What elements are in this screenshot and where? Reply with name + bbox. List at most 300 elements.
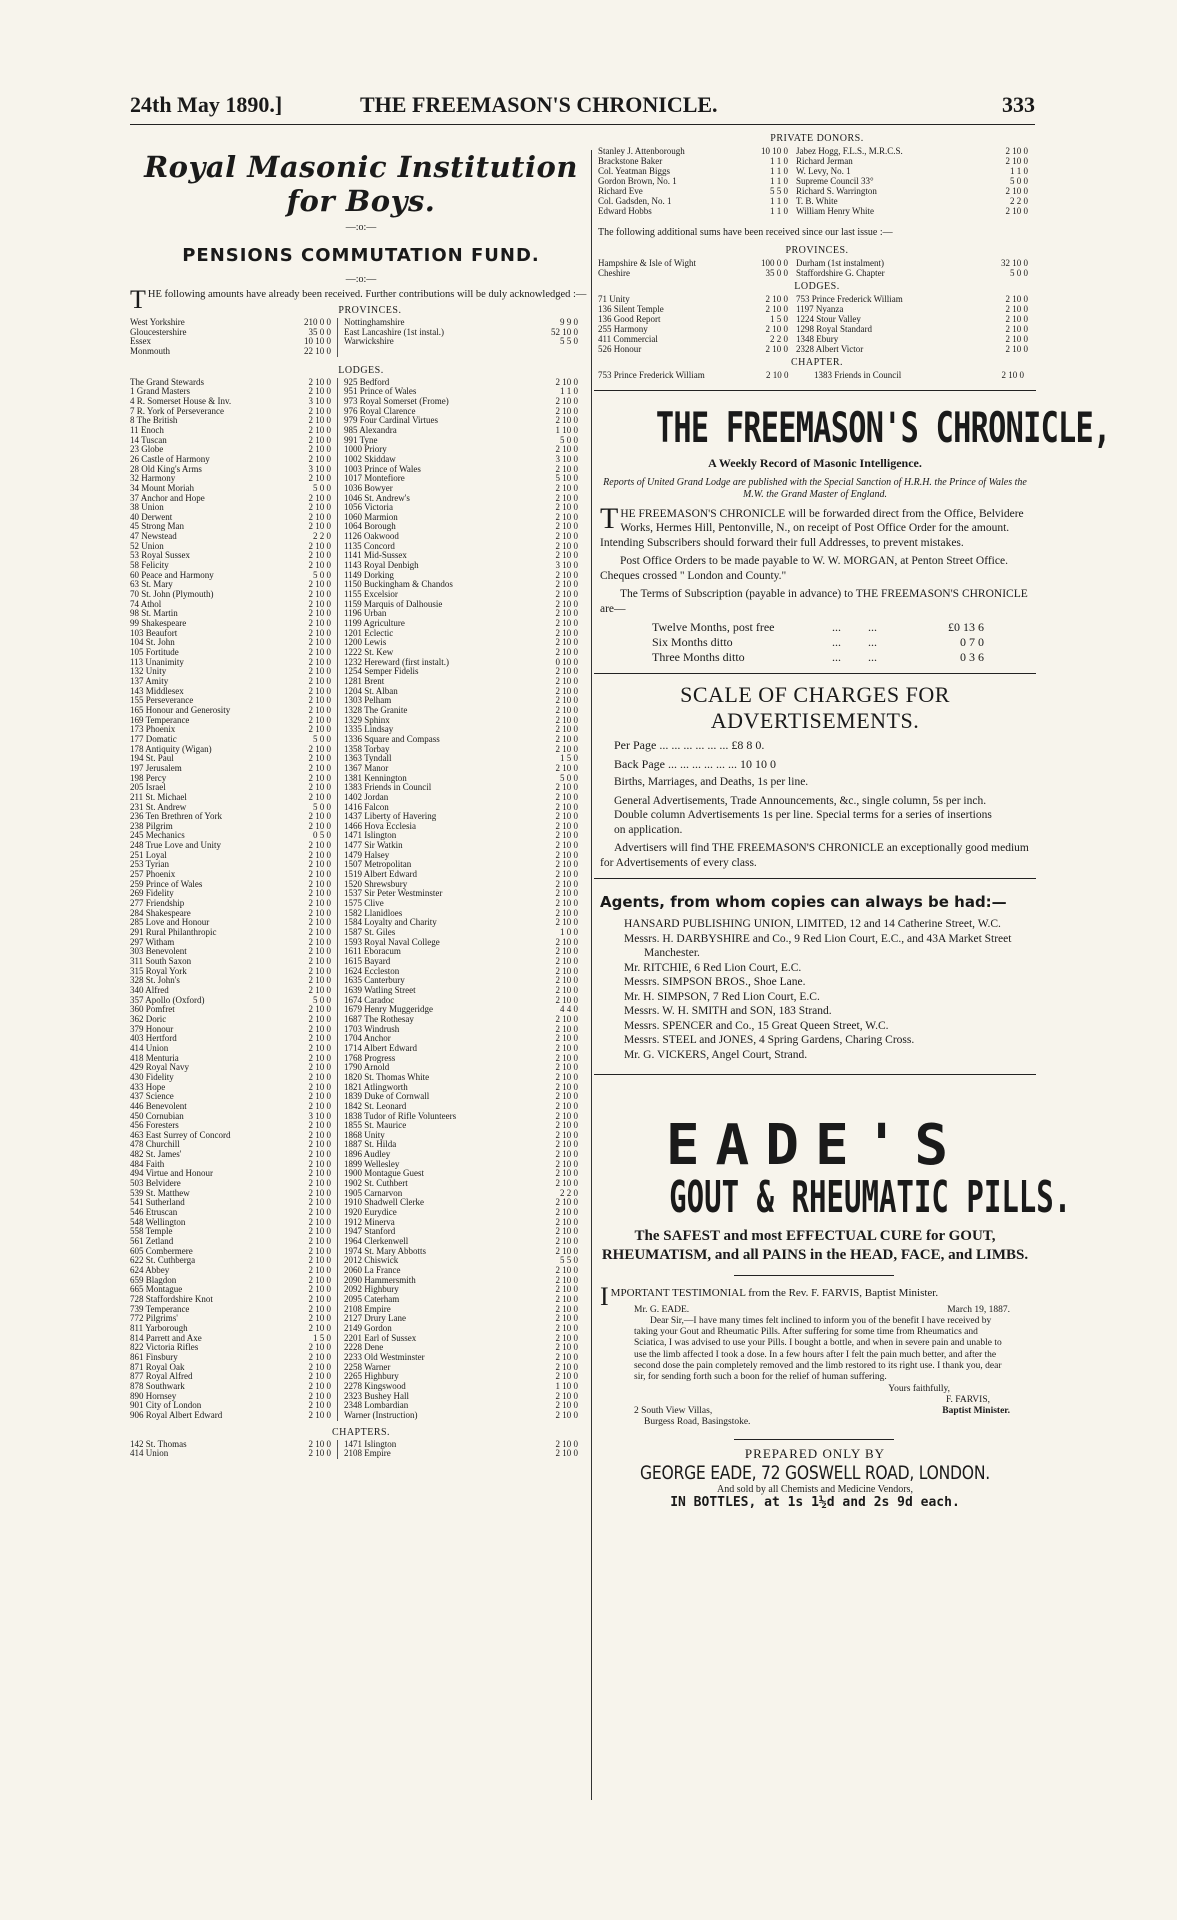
provinces-heading: PROVINCES. (338, 305, 402, 316)
chapter-row: 753 Prince Frederick William 2 10 0 1383 Friends in Council 2 10 0 (598, 369, 1024, 380)
amount: 2 10 0 (308, 453, 331, 464)
amount: 2 10 0 (308, 1400, 331, 1411)
amount: 2 2 0 (1010, 196, 1028, 206)
chronicle-subtitle: A Weekly Record of Masonic Intelligence. (708, 455, 922, 470)
amount: 5 0 0 (560, 434, 578, 445)
amount: 2 10 0 (1005, 206, 1028, 216)
table-row (130, 783, 592, 793)
amount: 5 10 0 (555, 473, 578, 484)
entry-name: 1000 Priory (344, 445, 387, 455)
amount: 2 10 0 (308, 898, 331, 909)
entry-name: 277 Friendship (130, 899, 185, 909)
table-row (130, 967, 592, 977)
entry-name: 251 Loyal (130, 850, 167, 860)
separator: —:o:— (345, 274, 377, 285)
amount: 2 10 0 (1005, 333, 1028, 344)
amount: 35 0 0 (765, 267, 788, 278)
entry-name: 1687 The Rothesay (344, 1014, 414, 1024)
entry-name: 1416 Falcon (344, 802, 389, 812)
table-row (598, 146, 1036, 156)
amount: 2 10 0 (308, 473, 331, 484)
amount: 2 10 0 (1005, 156, 1028, 166)
entry-name: Gordon Brown, No. 1 (598, 176, 677, 186)
advertisers-note: Advertisers will find THE FREEMASON'S CHRONICLE an exceptionally good medium for Advertisements of every class. (600, 842, 1029, 869)
entry-name: Essex (130, 337, 151, 347)
amount: 5 5 0 (770, 186, 788, 196)
amount: 2 10 0 (308, 675, 331, 686)
table-row (598, 268, 1036, 278)
entry-name: 1199 Agriculture (344, 619, 405, 629)
amount: 2 10 0 (555, 405, 578, 416)
entry-name: 248 True Love and Unity (130, 841, 221, 851)
entry-name: Cheshire (598, 267, 630, 278)
term-label: Three Months ditto (652, 650, 745, 664)
amount: 2 10 0 (555, 956, 578, 966)
agent-entry: Mr. H. SIMPSON, 7 Red Lion Court, E.C. (624, 990, 820, 1003)
entry-name: 411 Commercial (598, 333, 658, 344)
table-row (130, 1324, 592, 1334)
amount: 2 10 0 (555, 1342, 578, 1353)
entry-name: 34 Mount Moriah (130, 483, 194, 493)
table-row (598, 314, 1036, 324)
entry-name: 8 The British (130, 416, 178, 426)
entry-name: 2108 Empire (344, 1304, 391, 1314)
terms-note: The Terms of Subscription (payable in advance) to THE FREEMASON'S CHRONICLE are— (600, 588, 1028, 615)
amount: 2 10 0 (555, 791, 578, 802)
amount: 2 10 0 (555, 675, 578, 686)
table-row (598, 166, 1036, 176)
table-row (130, 745, 592, 755)
table-row (598, 206, 1036, 216)
amount: 2 10 0 (555, 1371, 578, 1382)
amount: 2 10 0 (308, 1071, 331, 1082)
entry-name: 1064 Borough (344, 522, 396, 532)
entry-name: 105 Fortitude (130, 648, 179, 657)
amount: 2 10 0 (555, 1033, 578, 1044)
table-row (130, 629, 592, 639)
leader-dots: ... (868, 650, 877, 664)
entry-name: 1196 Urban (344, 609, 387, 619)
table-row (130, 899, 592, 909)
table-row (130, 347, 592, 357)
entry-name: 1224 Stour Valley (796, 313, 861, 324)
entry-name: Warner (Instruction) (344, 1410, 418, 1420)
amount: 2 10 0 (555, 936, 578, 947)
amount: 2 10 0 (308, 1351, 331, 1362)
amount: 2 10 0 (555, 1274, 578, 1285)
amount: 2 10 0 (555, 666, 578, 677)
amount: 2 10 0 (308, 917, 331, 928)
table-row (130, 387, 592, 397)
amount: 2 10 0 (555, 1129, 578, 1140)
entry-name: 52 Union (130, 541, 164, 551)
table-row (130, 561, 592, 571)
amount: 1 5 0 (560, 753, 578, 764)
entry-name: 60 Peace and Harmony (130, 570, 214, 580)
amount: 1 1 0 (770, 206, 788, 216)
entry-name: 357 Apollo (Oxford) (130, 995, 205, 1005)
amount: 2 10 0 (555, 1265, 578, 1275)
leader-dots: ... (868, 620, 877, 634)
entry-name: 2278 Kingswood (344, 1381, 406, 1391)
entry-name: 822 Victoria Rifles (130, 1343, 199, 1353)
entry-name: 1056 Victoria (344, 503, 394, 513)
amount: 2 10 0 (555, 820, 578, 831)
chronicle-title: THE FREEMASON'S CHRONICLE, (655, 402, 1111, 452)
entry-name: Nottinghamshire (344, 318, 405, 327)
term-label: Six Months ditto (652, 635, 733, 649)
entry-name: 430 Fidelity (130, 1072, 174, 1082)
table-row (130, 860, 592, 870)
amount: 2 10 0 (1005, 146, 1028, 156)
entry-name: 1 Grand Masters (130, 387, 190, 397)
entry-name: 47 Newstead (130, 532, 177, 542)
amount: 1 1 0 (770, 156, 788, 166)
chapter-heading: CHAPTER. (790, 356, 844, 368)
address-line: 2 South View Villas, (634, 1406, 713, 1417)
amount: 2 10 0 (308, 1342, 331, 1353)
entry-name: 2258 Warner (344, 1362, 391, 1372)
amount: 2 10 0 (308, 859, 331, 870)
amount: 1 10 0 (555, 424, 578, 435)
table-row (130, 1353, 592, 1363)
entry-name: 1060 Marmion (344, 512, 398, 522)
entry-name: 1381 Kennington (344, 773, 407, 783)
table-row (130, 1208, 592, 1218)
amount: 2 10 0 (1005, 313, 1028, 324)
entry-name: 890 Hornsey (130, 1391, 177, 1401)
amount: 2 10 0 (555, 1120, 578, 1131)
amount: 2 10 0 (308, 376, 331, 387)
amount: 2 10 0 (308, 598, 331, 609)
amount: 2 10 0 (308, 1149, 331, 1160)
table-row (130, 1372, 592, 1382)
table-row (130, 947, 592, 957)
entry-name: 1887 St. Hilda (344, 1140, 397, 1150)
amount: 2 10 0 (555, 907, 578, 918)
right-column (594, 130, 1111, 1510)
amount: 2 10 0 (1005, 303, 1028, 314)
page-header (130, 92, 1035, 132)
section-rule (594, 390, 1036, 391)
amount: 2 10 0 (308, 1255, 331, 1266)
table-row (130, 1131, 592, 1141)
amount: 2 10 0 (555, 589, 578, 600)
entry-name: 1624 Eccleston (344, 966, 400, 976)
amount: 2 10 0 (555, 1100, 578, 1111)
amount: 1 5 0 (313, 1332, 331, 1343)
entry-name: 205 Israel (130, 783, 166, 793)
table-row (130, 774, 592, 784)
chronicle-body-text: HE FREEMASON'S CHRONICLE will be forwarded direct from the Office, Belvidere Works, Hermes Hill, Pentonville, N., on receipt of Post Office Order for the amount. Intending Subscribers should forward their full Addresses, to prevent mistakes. (600, 507, 1024, 549)
amount: 2 10 0 (555, 1013, 578, 1024)
entry-name: 446 Benevolent (130, 1101, 187, 1111)
entry-name: 814 Parrett and Axe (130, 1333, 202, 1343)
amount: 1 1 0 (770, 196, 788, 206)
table-row (598, 324, 1036, 334)
entry-name: 1036 Bowyer (344, 483, 393, 493)
amount: 2 10 0 (555, 994, 578, 1005)
amount: 1 1 0 (560, 386, 578, 397)
entry-name: 1232 Hereward (first instalt.) (344, 657, 449, 667)
price: 0 7 0 (960, 635, 984, 649)
entry-name: 1466 Hova Ecclesia (344, 821, 416, 831)
entry-name: 297 Witham (130, 937, 175, 947)
amount: 2 10 0 (308, 704, 331, 715)
entry-name: 245 Mechanics (130, 831, 185, 841)
entry-name: 1947 Stanford (344, 1227, 396, 1237)
table-row (130, 1054, 592, 1064)
entry-name: 63 St. Mary (130, 580, 173, 590)
amount: 2 10 0 (765, 323, 788, 334)
amount: 2 10 0 (555, 540, 578, 551)
amount: 2 10 0 (555, 395, 578, 406)
entry-name: 137 Amity (130, 676, 169, 686)
section-rule (594, 878, 1036, 879)
amount: 2 10 0 (308, 1033, 331, 1044)
price: 0 3 6 (960, 650, 984, 664)
amount: 2 10 0 (308, 1023, 331, 1034)
amount: 3 10 0 (308, 395, 331, 406)
amount: 2 10 0 (308, 1245, 331, 1256)
entry-name: 328 St. John's (130, 976, 180, 986)
table-row (130, 407, 592, 417)
amount: 2 10 0 (555, 1216, 578, 1227)
entry-name: 1593 Royal Naval College (344, 937, 440, 947)
amount: 5 5 0 (560, 336, 578, 347)
table-row (130, 1169, 592, 1179)
entry-name: 98 St. Martin (130, 609, 178, 619)
entry-name: 871 Royal Oak (130, 1362, 185, 1372)
entry-name: 450 Cornubian (130, 1111, 184, 1121)
amount: 2 10 0 (555, 1052, 578, 1063)
amount: 2 10 0 (555, 492, 578, 503)
entry-name: 136 Good Report (598, 313, 661, 324)
entry-name: 362 Doric (130, 1014, 167, 1024)
table-row (598, 186, 1036, 196)
entry-name: 238 Pilgrim (130, 821, 173, 831)
entry-name: Durham (1st instalment) (796, 257, 884, 268)
letter-header (634, 1305, 1010, 1316)
term-row (652, 620, 1036, 635)
amount: 5 0 0 (560, 772, 578, 783)
separator: —:o:— (345, 222, 377, 233)
table-row (130, 880, 592, 890)
entry-name: 1900 Montague Guest (344, 1169, 424, 1179)
entry-name: Monmouth (130, 346, 171, 356)
amount: 2 10 0 (308, 878, 331, 889)
amount: 1 10 0 (555, 1380, 578, 1391)
table-row (130, 1343, 592, 1353)
amount: 2 10 0 (555, 1322, 578, 1333)
testimonial-letter (594, 1305, 1036, 1429)
term-row (652, 650, 1036, 665)
table-row (598, 196, 1036, 206)
amount: 2 10 0 (1005, 323, 1028, 334)
table-row (130, 658, 592, 668)
lodges-heading: LODGES. (338, 364, 384, 376)
entry-name: 178 Antiquity (Wigan) (130, 744, 212, 754)
amount: 2 10 0 (308, 1013, 331, 1024)
amount: 3 10 0 (555, 560, 578, 571)
entry-name: 1126 Oakwood (344, 532, 399, 542)
table-row (130, 1102, 592, 1112)
entry-name: 561 Zetland (130, 1237, 174, 1247)
table-row (130, 1401, 592, 1411)
entry-name: 2108 Empire (344, 1449, 391, 1459)
amount: 2 10 0 (555, 849, 578, 860)
table-row (130, 590, 592, 600)
amount: 10 10 0 (761, 146, 788, 156)
amount: 2 2 0 (560, 1187, 578, 1198)
table-row (598, 304, 1036, 314)
table-row (130, 1044, 592, 1054)
entry-name: 53 Royal Sussex (130, 551, 191, 561)
table-row (130, 1392, 592, 1402)
amount: 2 10 0 (555, 811, 578, 822)
entry-name: 7 R. York of Perseverance (130, 406, 224, 416)
agent-entry: Messrs. SIMPSON BROS., Shoe Lane. (624, 976, 806, 988)
entry-name: 951 Prince of Wales (344, 387, 417, 397)
entry-name: 494 Virtue and Honour (130, 1169, 214, 1179)
signer-title: Baptist Minister. (942, 1406, 1010, 1417)
amount: 2 10 0 (555, 1207, 578, 1218)
amount: 5 0 0 (313, 733, 331, 744)
table-row (130, 1150, 592, 1160)
entry-name: 2228 Dene (344, 1343, 384, 1353)
amount: 2 10 0 (555, 733, 578, 744)
amount: 2 10 0 (308, 502, 331, 513)
amount: 2 10 0 (308, 1178, 331, 1189)
amount: 2 10 0 (555, 975, 578, 986)
entry-name: 1329 Sphinx (344, 715, 390, 725)
table-row (130, 513, 592, 523)
amount: 2 10 0 (308, 984, 331, 995)
entry-name: 1703 Windrush (344, 1024, 400, 1034)
amount: 2 10 0 (308, 1187, 331, 1198)
amount: 2 10 0 (555, 579, 578, 590)
issue-date: 24th May 1890.] (130, 92, 283, 117)
amount: 2 10 0 (555, 1110, 578, 1121)
entry-name: 11 Enoch (130, 425, 164, 435)
entry-name: 1479 Halsey (344, 850, 390, 860)
amount: 1 1 0 (770, 166, 788, 176)
amount: 2 10 0 (308, 1265, 331, 1275)
entry-name: The Grand Stewards (130, 377, 204, 387)
amount: 2 10 0 (555, 1023, 578, 1034)
entry-name: 155 Perseverance (130, 696, 194, 706)
institution-title: Royal Masonic Institution for Boys. (144, 150, 578, 218)
amount: 2 10 0 (308, 811, 331, 822)
entry-name: 1150 Buckingham & Chandos (344, 580, 453, 590)
table-row (598, 344, 1036, 354)
amount: 2 10 0 (555, 1091, 578, 1102)
amount: 2 10 0 (308, 627, 331, 638)
drop-cap: T (130, 285, 146, 314)
entry-name: 1839 Duke of Cornwall (344, 1092, 430, 1102)
amount: 2 10 0 (308, 1158, 331, 1169)
amount: 2 10 0 (308, 1168, 331, 1179)
amount: 1 1 0 (770, 176, 788, 186)
entry-name: 177 Domatic (130, 734, 177, 744)
entry-name: 478 Churchill (130, 1140, 180, 1150)
entry-name: 231 St. Andrew (130, 802, 187, 812)
amount: 2 10 0 (308, 1380, 331, 1391)
chapters-list (130, 1440, 592, 1459)
entry-name: Hampshire & Isle of Wight (598, 257, 696, 268)
entry-name: 877 Royal Alfred (130, 1372, 193, 1382)
amount: 2 10 0 (308, 540, 331, 551)
section-rule (594, 673, 1036, 674)
entry-name: 1367 Manor (344, 763, 389, 773)
entry-name: 1790 Arnold (344, 1063, 390, 1073)
amount: 2 10 0 (308, 1042, 331, 1053)
entry-name: 32 Harmony (130, 474, 176, 484)
amount: 2 10 0 (555, 1149, 578, 1160)
amount: 2 2 0 (313, 531, 331, 542)
entry-name: 197 Jerusalem (130, 763, 182, 773)
table-row (130, 793, 592, 803)
entry-name: 1204 St. Alban (344, 686, 398, 696)
entry-name: Richard Jerman (796, 156, 853, 166)
entry-name: 622 St. Cuthberga (130, 1256, 196, 1266)
amount: 2 10 0 (308, 666, 331, 677)
entry-name: 976 Royal Clarence (344, 406, 416, 416)
private-donors-list (598, 146, 1036, 216)
table-row (130, 465, 592, 475)
address-line: Burgess Road, Basingstoke. (644, 1417, 751, 1428)
entry-name: 772 Pilgrims' (130, 1314, 178, 1324)
provinces-list (598, 258, 1036, 278)
amount: 2 10 0 (308, 1236, 331, 1247)
entry-name: 360 Pomfret (130, 1005, 175, 1015)
table-row (130, 609, 592, 619)
fund-title: PENSIONS COMMUTATION FUND. (182, 245, 540, 266)
amount: 2 10 0 (308, 724, 331, 735)
table-row (130, 1025, 592, 1035)
table-row (130, 1266, 592, 1276)
gout-pills-heading: GOUT & RHEUMATIC PILLS. (669, 1172, 1072, 1223)
entry-name: 269 Fidelity (130, 889, 174, 899)
table-row (130, 851, 592, 861)
amount: 2 10 0 (555, 647, 578, 657)
entry-name: 1537 Sir Peter Westminster (344, 889, 443, 899)
entry-name: Brackstone Baker (598, 156, 663, 166)
amount: 2 10 0 (308, 521, 331, 532)
amount: 2 10 0 (308, 1274, 331, 1285)
amount: 2 10 0 (308, 1207, 331, 1218)
entry-name: 1714 Albert Edward (344, 1043, 417, 1053)
entry-name: 1768 Progress (344, 1053, 396, 1063)
entry-name: 1821 Atlingworth (344, 1082, 408, 1092)
amount: 2 10 0 (308, 637, 331, 648)
journal-title: THE FREEMASON'S CHRONICLE. (360, 92, 718, 117)
entry-name: 1335 Lindsay (344, 725, 394, 735)
amount: 2 10 0 (555, 869, 578, 880)
entry-name: 1584 Loyalty and Charity (344, 918, 437, 928)
entry-name: 1575 Clive (344, 899, 384, 909)
entry-name: 26 Castle of Harmony (130, 454, 210, 464)
amount: 2 10 0 (308, 956, 331, 966)
entry-name: 291 Rural Philanthropic (130, 928, 217, 938)
amount: 2 10 0 (308, 1100, 331, 1111)
amount: 2 10 0 (555, 724, 578, 735)
entry-name: Warwickshire (344, 337, 394, 347)
agent-entry: HANSARD PUBLISHING UNION, LIMITED, 12 and 14 Catherine Street, W.C. (624, 918, 1001, 930)
table-row (130, 337, 592, 347)
amount: 2 10 0 (555, 1361, 578, 1372)
amount: 1 5 0 (770, 313, 788, 324)
